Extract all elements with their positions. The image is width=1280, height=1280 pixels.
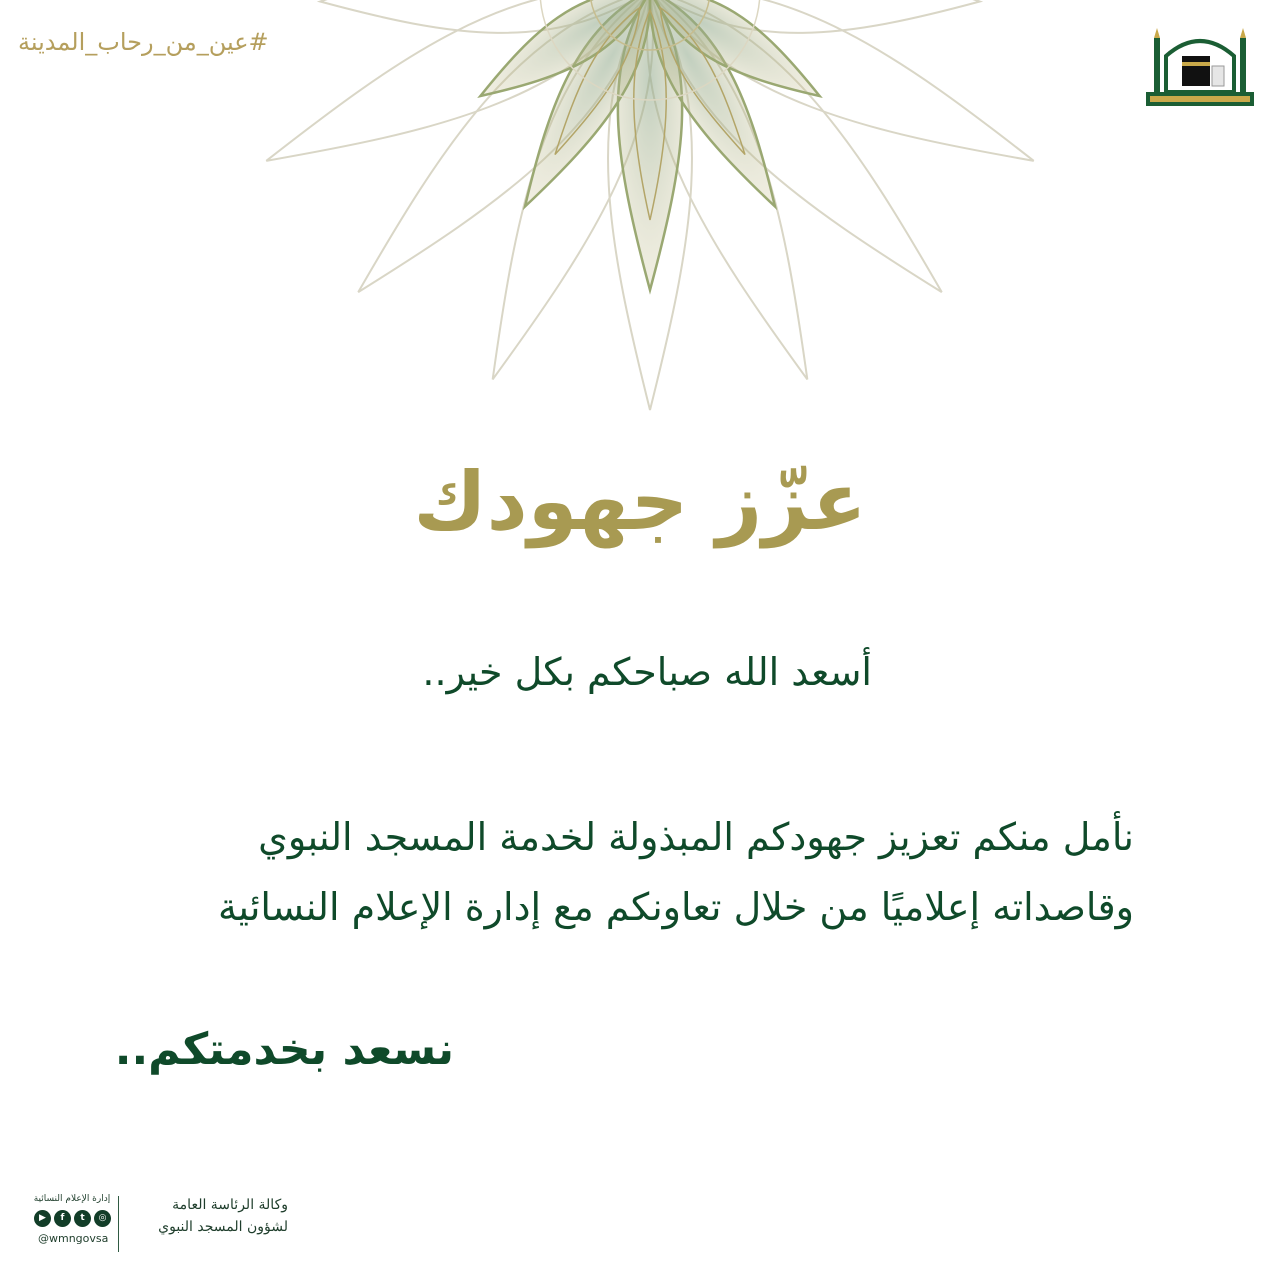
footer-divider: [118, 1196, 119, 1252]
twitter-icon: t: [74, 1210, 91, 1227]
page-title: عزّز جهودك: [413, 455, 867, 548]
instagram-icon: ◎: [94, 1210, 111, 1227]
facebook-icon: f: [54, 1210, 71, 1227]
agency-line: وكالة الرئاسة العامة: [172, 1197, 288, 1213]
youtube-icon: ▶: [34, 1210, 51, 1227]
islamic-ornament-icon: [240, 0, 1060, 420]
footer-branding: [30, 1190, 290, 1260]
agency-line: لشؤون المسجد النبوي: [158, 1219, 288, 1235]
social-icons: [34, 1210, 111, 1227]
agency-name: [124, 1194, 288, 1238]
hashtag-text: #عين_من_رحاب_المدينة: [18, 28, 269, 56]
greeting-text: أسعد الله صباحكم بكل خير..: [422, 650, 872, 694]
kaaba-mosque-logo-icon: [1146, 26, 1254, 110]
message-line: نأمل منكم تعزيز جهودكم المبذولة لخدمة المسجد النبوي: [258, 815, 1134, 859]
social-handle: @wmngovsa: [38, 1232, 109, 1245]
department-name: إدارة الإعلام النسائية: [33, 1194, 111, 1204]
message-paragraph: [134, 802, 1134, 942]
message-line: وقاصداته إعلاميًا من خلال تعاونكم مع إدارة الإعلام النسائية: [218, 885, 1134, 929]
closing-text: نسعد بخدمتكم..: [114, 1024, 454, 1075]
